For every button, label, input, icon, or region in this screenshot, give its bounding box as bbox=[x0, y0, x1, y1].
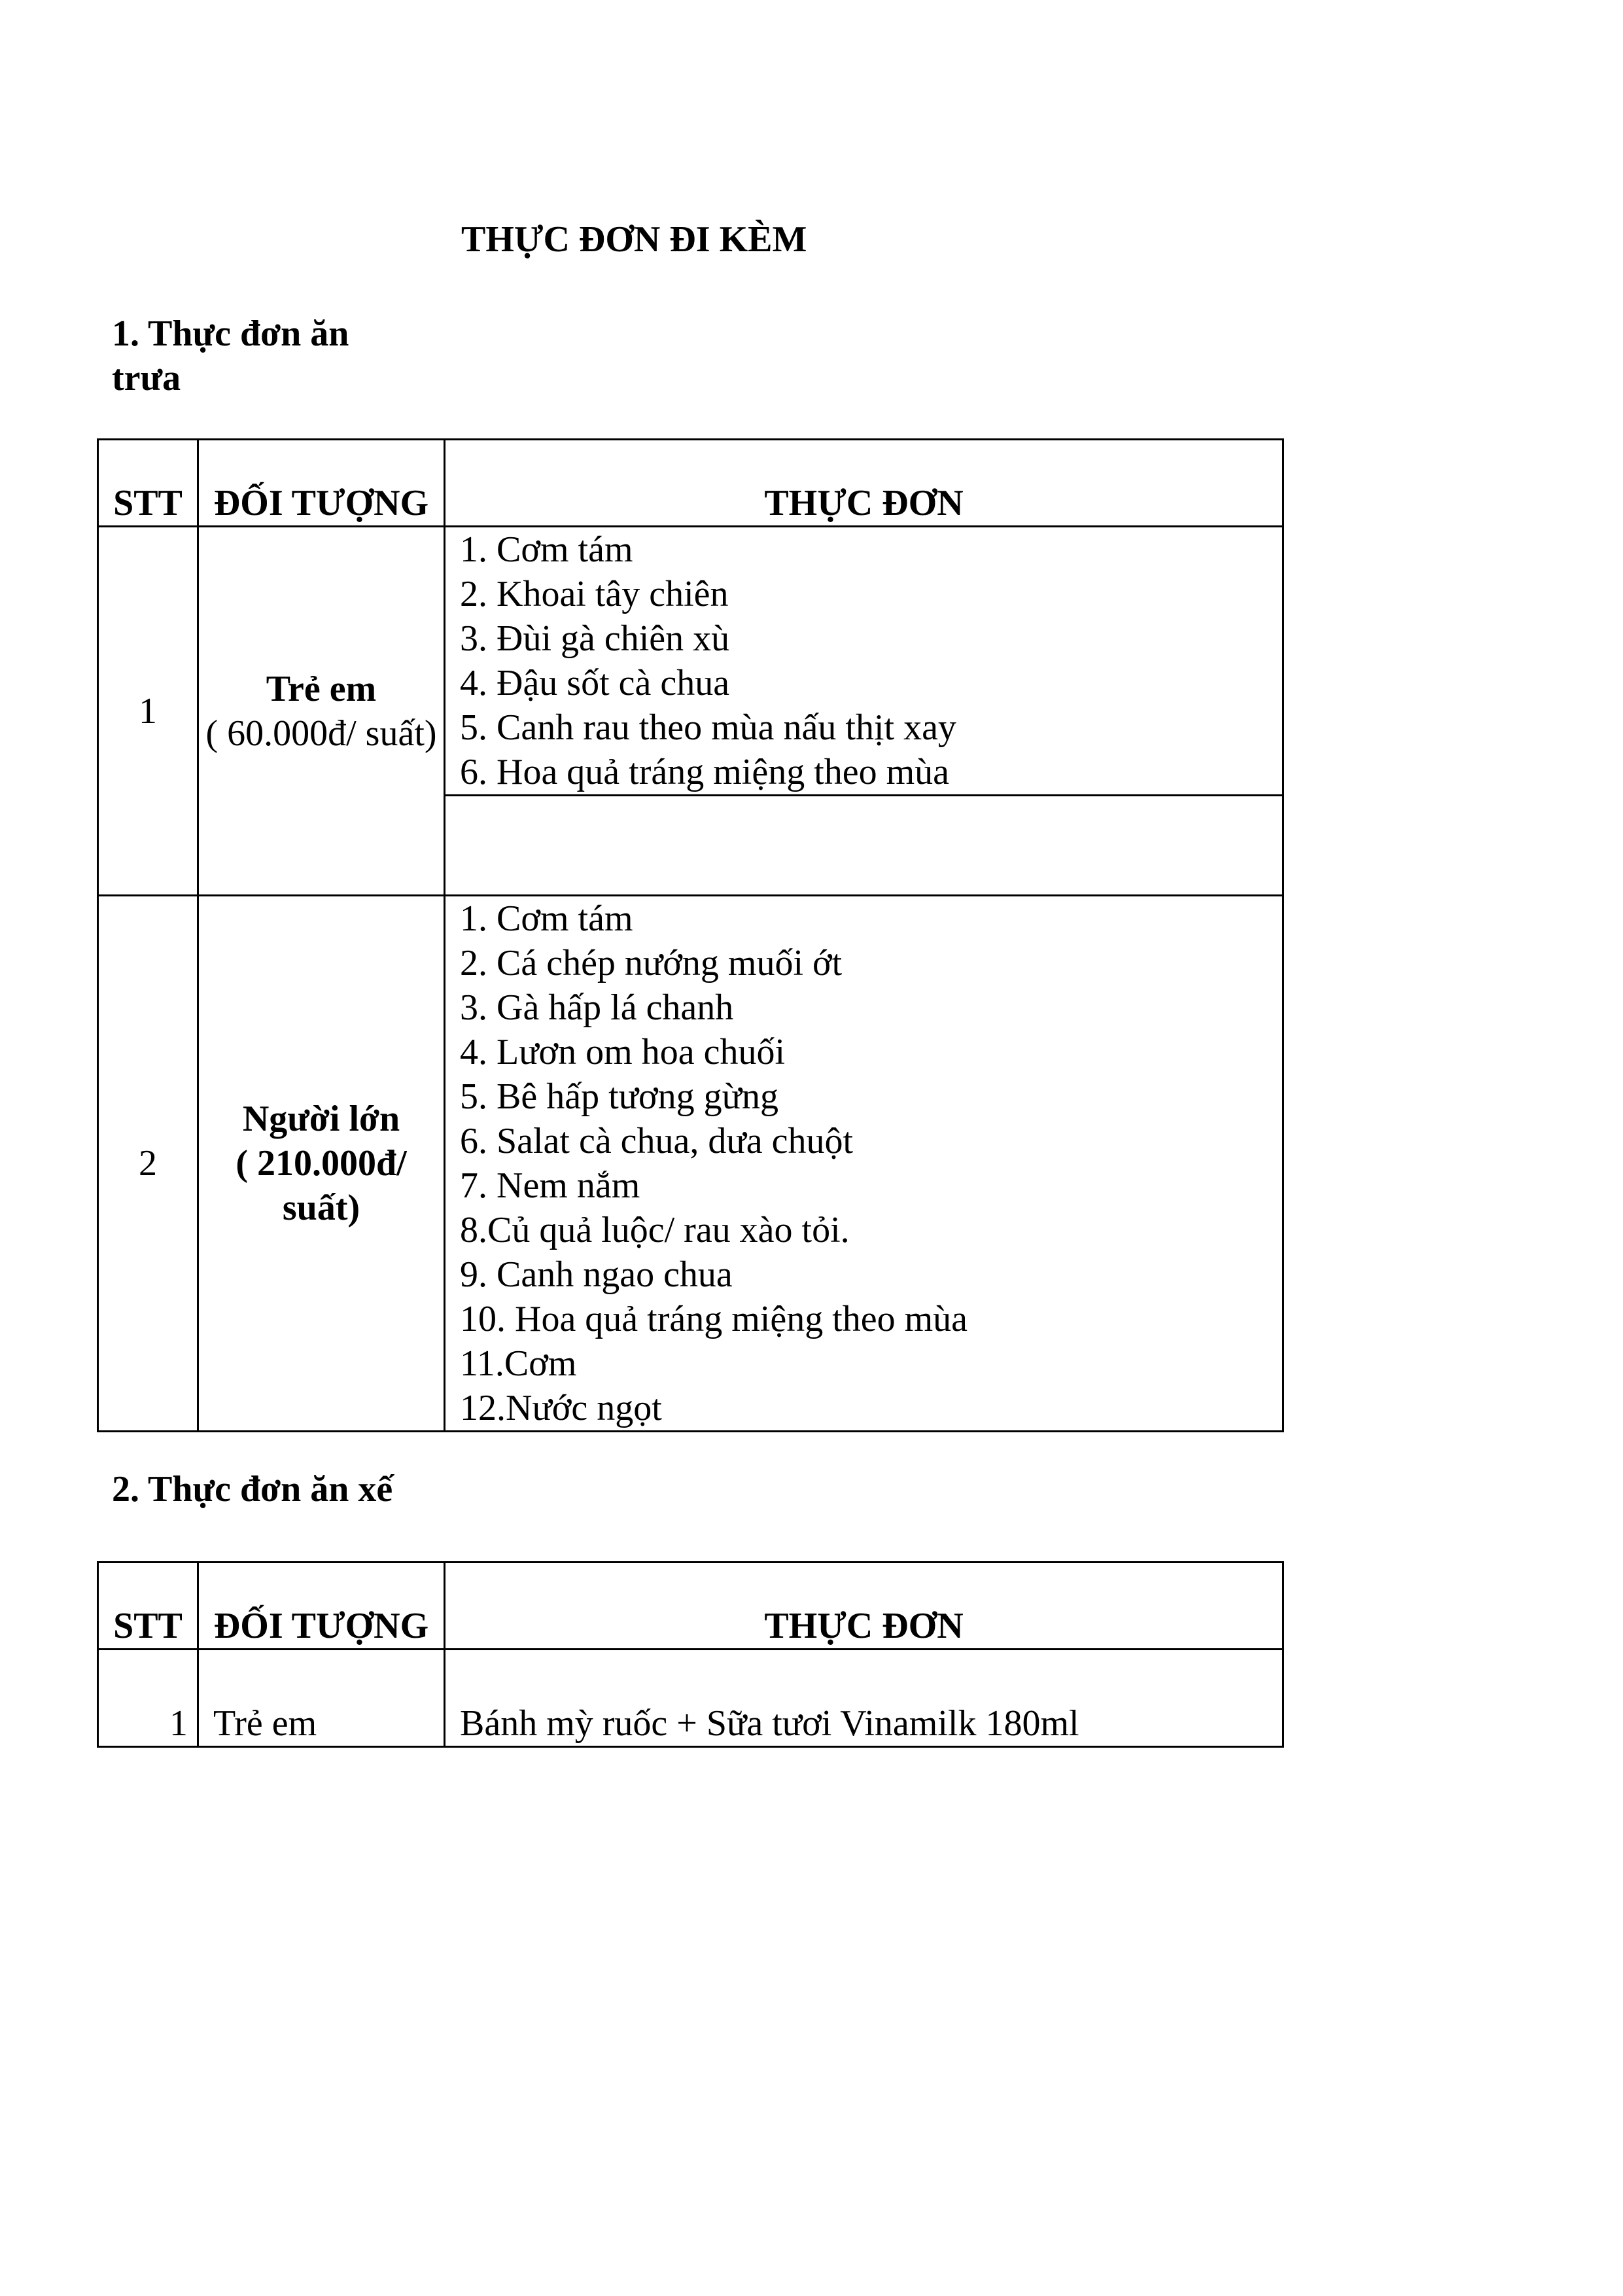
table-row bbox=[98, 527, 1283, 796]
header-stt: STT bbox=[98, 440, 198, 527]
document-title: THỰC ĐƠN ĐI KÈM bbox=[461, 219, 807, 260]
menu-item: 3. Đùi gà chiên xù bbox=[460, 618, 730, 659]
menu-item: 2. Cá chép nướng muối ớt bbox=[460, 943, 843, 983]
row-menu bbox=[445, 896, 1283, 1432]
header-object: ĐỐI TƯỢNG bbox=[198, 440, 445, 527]
row-object bbox=[198, 896, 445, 1432]
snack-menu-table bbox=[97, 1561, 1284, 1748]
row-stt: 1 bbox=[98, 1650, 198, 1747]
lunch-menu-table bbox=[97, 438, 1284, 1432]
menu-item: 5. Bê hấp tương gừng bbox=[460, 1076, 778, 1117]
object-price: ( 210.000đ/ suất) bbox=[236, 1143, 407, 1228]
row-stt: 1 bbox=[98, 527, 198, 896]
row-menu: Bánh mỳ ruốc + Sữa tươi Vinamilk 180ml bbox=[445, 1650, 1283, 1747]
menu-item: 7. Nem nắm bbox=[460, 1165, 640, 1206]
header-menu: THỰC ĐƠN bbox=[445, 1563, 1283, 1650]
row-menu bbox=[445, 527, 1283, 796]
menu-item: 11.Cơm bbox=[460, 1343, 577, 1384]
menu-item: 2. Khoai tây chiên bbox=[460, 574, 729, 614]
menu-item: 12.Nước ngọt bbox=[460, 1388, 662, 1428]
menu-item: 6. Hoa quả tráng miệng theo mùa bbox=[460, 752, 950, 792]
row-object: Trẻ em bbox=[198, 1650, 445, 1747]
menu-item: 6. Salat cà chua, dưa chuột bbox=[460, 1121, 854, 1161]
header-menu: THỰC ĐƠN bbox=[445, 440, 1283, 527]
header-stt: STT bbox=[98, 1563, 198, 1650]
menu-item: 10. Hoa quả tráng miệng theo mùa bbox=[460, 1299, 968, 1339]
object-name: Trẻ em bbox=[266, 668, 377, 709]
table-header-row bbox=[98, 440, 1283, 527]
empty-menu-cell bbox=[445, 796, 1283, 896]
lunch-section-heading: 1. Thực đơn ăn trưa bbox=[112, 313, 349, 398]
menu-item: 1. Cơm tám bbox=[460, 529, 633, 570]
header-object: ĐỐI TƯỢNG bbox=[198, 1563, 445, 1650]
menu-item: 1. Cơm tám bbox=[460, 898, 633, 939]
snack-section-heading: 2. Thực đơn ăn xế bbox=[112, 1469, 393, 1510]
row-stt: 2 bbox=[98, 896, 198, 1432]
menu-item: 8.Củ quả luộc/ rau xào tỏi. bbox=[460, 1210, 850, 1250]
menu-item: 9. Canh ngao chua bbox=[460, 1254, 733, 1295]
object-name: Người lớn bbox=[242, 1099, 400, 1139]
table-row bbox=[98, 1650, 1283, 1747]
table-header-row bbox=[98, 1563, 1283, 1650]
menu-item: 4. Đậu sốt cà chua bbox=[460, 663, 730, 703]
table-row bbox=[98, 896, 1283, 1432]
menu-item: 4. Lươn om hoa chuối bbox=[460, 1032, 785, 1072]
row-object bbox=[198, 527, 445, 896]
menu-item: 5. Canh rau theo mùa nấu thịt xay bbox=[460, 707, 956, 748]
object-price: ( 60.000đ/ suất) bbox=[205, 713, 437, 754]
menu-item: 3. Gà hấp lá chanh bbox=[460, 987, 734, 1028]
